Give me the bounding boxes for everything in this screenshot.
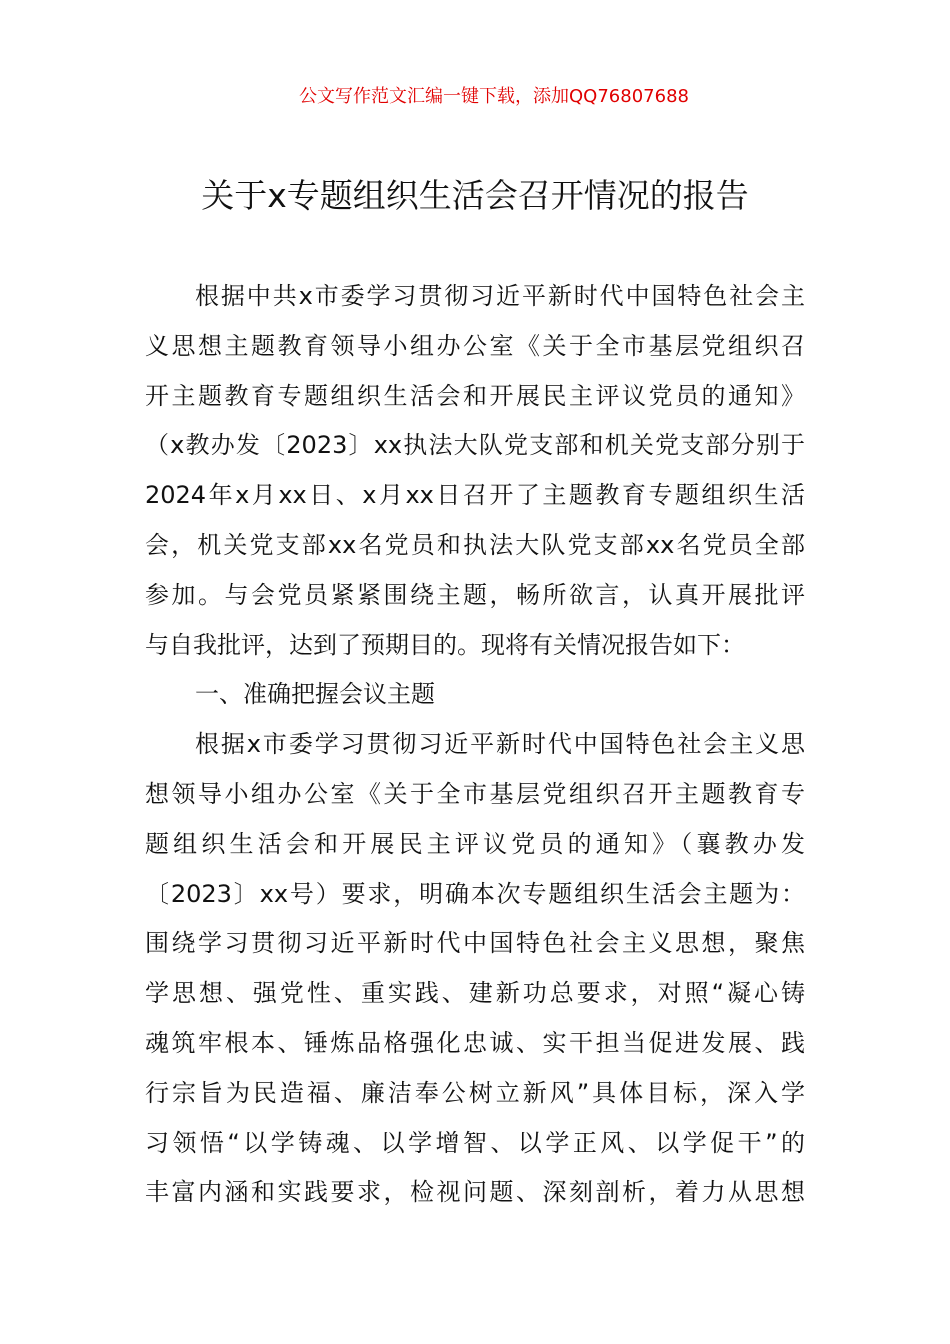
text-line: 2024年x月xx日、x月xx日召开了主题教育专题组织生活 bbox=[145, 481, 805, 510]
paragraph-theme bbox=[145, 720, 805, 1218]
text-line: （x教办发〔2023〕xx执法大队党支部和机关党支部分别于 bbox=[145, 431, 805, 460]
text-line: 想领导小组办公室《关于全市基层党组织召开主题教育专 bbox=[145, 779, 805, 808]
text-line: 与自我批评，达到了预期目的。现将有关情况报告如下： bbox=[145, 630, 745, 659]
text-line: 开主题教育专题组织生活会和开展民主评议党员的通知》 bbox=[145, 381, 805, 410]
text-line: 义思想主题教育领导小组办公室《关于全市基层党组织召 bbox=[145, 331, 805, 360]
text-line: 〔2023〕xx号）要求，明确本次专题组织生活会主题为： bbox=[145, 879, 805, 908]
section-heading: 一、准确把握会议主题 bbox=[195, 680, 435, 709]
text-line: 魂筑牢根本、锤炼品格强化忠诚、实干担当促进发展、践 bbox=[145, 1028, 805, 1057]
document-body bbox=[145, 272, 805, 1218]
text-line: 行宗旨为民造福、廉洁奉公树立新风”具体目标，深入学 bbox=[145, 1078, 805, 1107]
text-line: 习领悟“以学铸魂、以学增智、以学正风、以学促干”的 bbox=[145, 1128, 805, 1157]
text-line: 参加。与会党员紧紧围绕主题，畅所欲言，认真开展批评 bbox=[145, 580, 805, 609]
text-line: 根据x市委学习贯彻习近平新时代中国特色社会主义思 bbox=[195, 730, 805, 759]
download-banner: 公文写作范文汇编一键下载，添加QQ76807688 bbox=[299, 86, 689, 107]
text-line: 丰富内涵和实践要求，检视问题、深刻剖析，着力从思想 bbox=[145, 1178, 805, 1207]
document-title: 关于x专题组织生活会召开情况的报告 bbox=[201, 176, 749, 215]
text-line: 围绕学习贯彻习近平新时代中国特色社会主义思想，聚焦 bbox=[145, 929, 805, 958]
text-line: 根据中共x市委学习贯彻习近平新时代中国特色社会主 bbox=[195, 282, 805, 310]
text-line: 题组织生活会和开展民主评议党员的通知》（襄教办发 bbox=[145, 829, 805, 858]
paragraph-intro bbox=[145, 272, 805, 670]
text-line: 学思想、强党性、重实践、建新功总要求，对照“凝心铸 bbox=[145, 979, 805, 1008]
text-line: 会，机关党支部xx名党员和执法大队党支部xx名党员全部 bbox=[145, 530, 805, 559]
